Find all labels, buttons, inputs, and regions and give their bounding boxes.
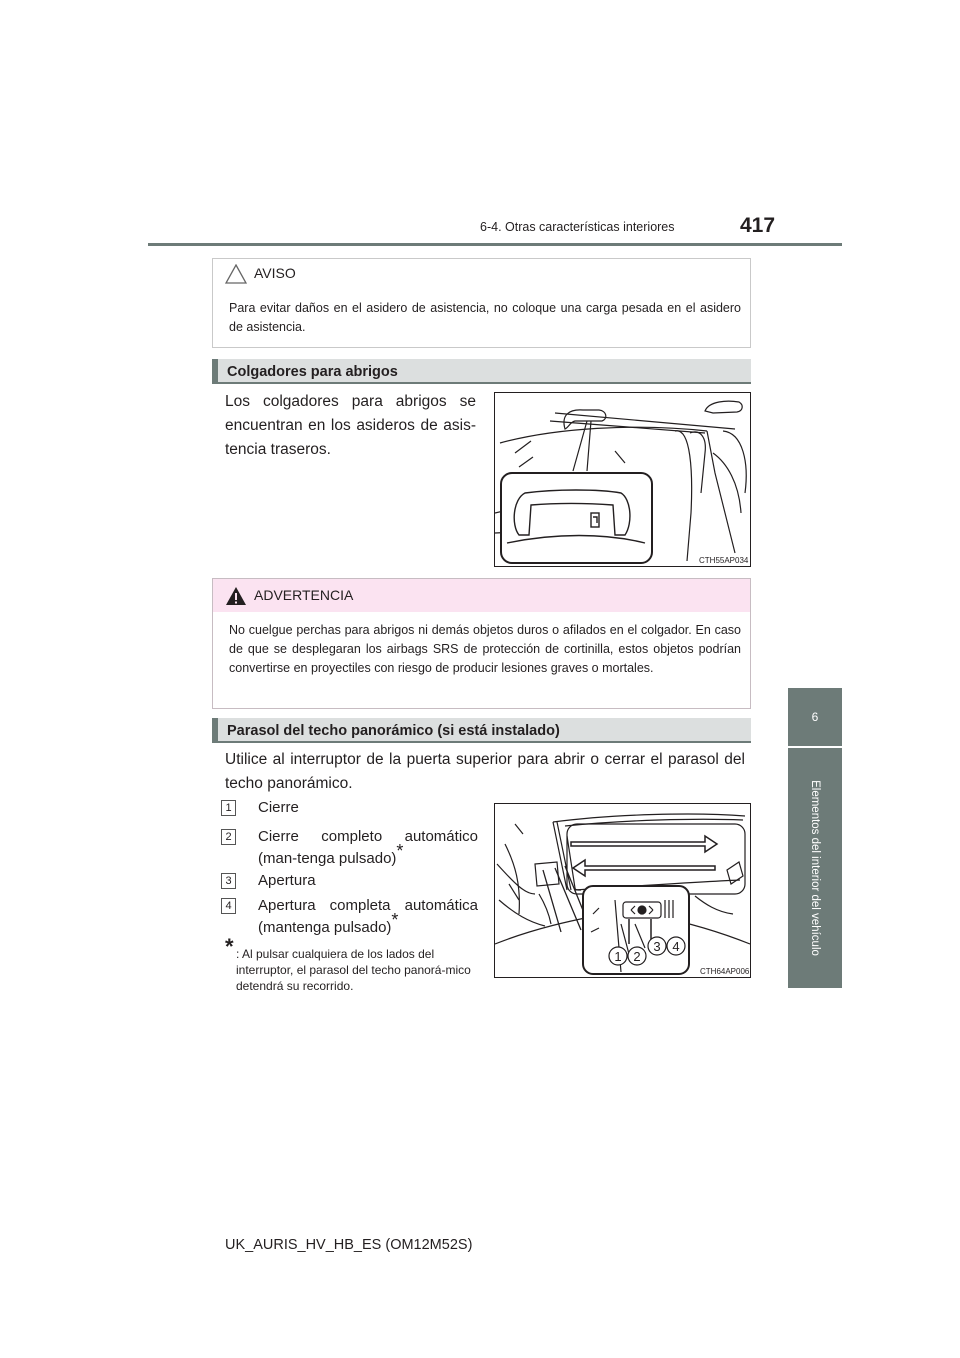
warning-text: No cuelgue perchas para abrigos ni demás objetos duros o afilados en el colgador. En caso de que se desplegaran los airbags SRS de protección de cortinilla, estos objetos podrían convertirse en proyectiles con riesgo de producir lesiones graves o mortales. (229, 623, 741, 675)
sunshade-switch-drawing (495, 804, 750, 977)
model-code: UK_AURIS_HV_HB_ES (OM12M52S) (225, 1237, 473, 1253)
item-text: Cierre (258, 799, 299, 816)
callout-1: 1 (614, 949, 622, 964)
section-title: 6-4. Otras características interiores (480, 220, 675, 234)
image-code: CTH55AP034 (699, 556, 749, 565)
coat-hook-drawing (495, 393, 750, 566)
sunshade-intro: Utilice al interruptor de la puerta superior para abrir o cerrar el parasol del techo panorámico. (225, 751, 745, 792)
item-text: Apertura completa automática (mantenga pulsado)* (258, 897, 478, 936)
chapter-title: Elementos del interior del vehículo (809, 780, 822, 956)
item-number: 2 (221, 829, 236, 845)
image-code: CTH64AP006 (700, 967, 750, 976)
section-heading-text: Parasol del techo panorámico (si está instalado) (227, 723, 560, 739)
header-rule (148, 243, 842, 246)
item-text: Apertura (258, 872, 316, 889)
warning-body (213, 612, 750, 708)
sunshade-switch-illustration (494, 803, 751, 978)
note-text: : Al pulsar cualquiera de los lados del interruptor, el parasol del techo panorá-mico detendrá su recorrido. (236, 947, 471, 993)
warning-filled-icon (225, 586, 247, 606)
item-number: 4 (221, 898, 236, 914)
callout-3: 3 (653, 939, 661, 954)
coat-hooks-text: Los colgadores para abrigos se encuentran en los asideros de asis-tencia traseros. (225, 393, 476, 458)
notice-title: AVISO (254, 265, 296, 281)
section-heading-text: Colgadores para abrigos (227, 364, 398, 380)
chapter-number-tab (788, 688, 842, 746)
chapter-title-vertical (788, 748, 842, 988)
warning-outline-icon (225, 264, 247, 284)
section-heading-coat-hooks (212, 359, 751, 384)
chapter-number: 6 (811, 710, 819, 724)
coat-hook-illustration (494, 392, 751, 567)
item-number: 1 (221, 800, 236, 816)
page-number: 417 (740, 214, 776, 237)
section-heading-sunshade (212, 718, 751, 743)
warning-box (212, 578, 751, 709)
callout-2: 2 (633, 949, 641, 964)
warning-title: ADVERTENCIA (254, 587, 354, 603)
callout-4: 4 (672, 939, 680, 954)
item-number: 3 (221, 873, 236, 889)
item-text: Cierre completo automático (man-tenga pulsado)* (258, 828, 478, 867)
note-mark: * (225, 934, 234, 959)
notice-text: Para evitar daños en el asidero de asistencia, no coloque una carga pesada en el asidero de asistencia. (229, 301, 741, 334)
notice-box (212, 258, 751, 348)
